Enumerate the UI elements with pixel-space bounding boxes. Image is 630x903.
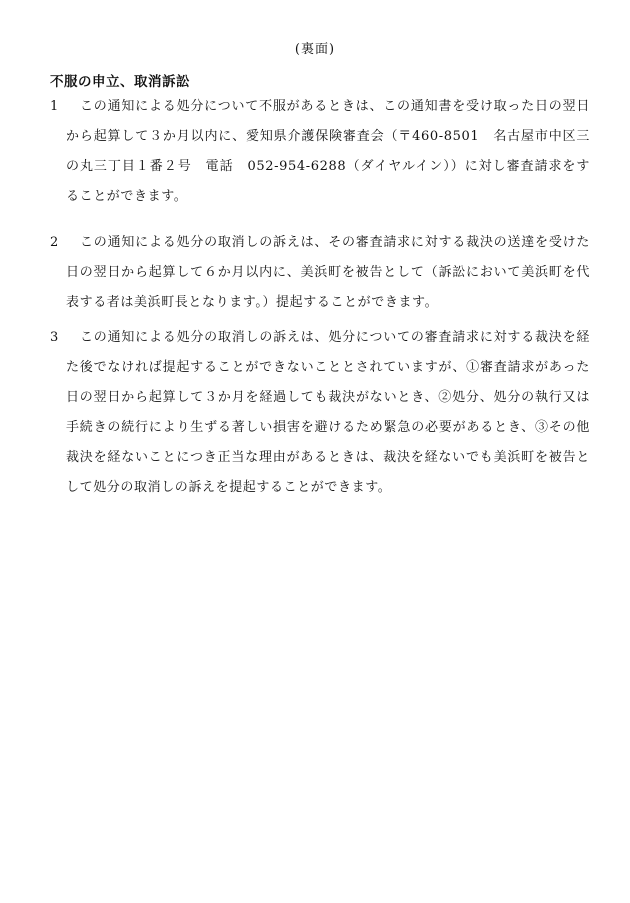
item-text: この通知による処分の取消しの訴えは、処分についての審査請求に対する裁決を経た後でなければ提起することができないこととされていますが、①審査請求があった日の翌日から起算して３か月を経過しても裁決がないとき、②処分、処分の執行又は手続きの続行により生ずる著しい損害を避けるため緊急の必要があるとき、③その他裁決を経ないことにつき正当な理由があるときは、裁決を経ないでも美浜町を被告として処分の取消しの訴えを提起することができます。 — [66, 330, 590, 495]
list-item — [50, 92, 590, 212]
page-header: (裏面) — [294, 42, 336, 57]
section-title: 不服の申立、取消訴訟 — [50, 74, 190, 90]
item-number: 2 — [50, 235, 59, 250]
list-item — [50, 323, 590, 503]
list-item — [50, 228, 590, 318]
item-number: 3 — [50, 330, 59, 345]
item-number: 1 — [50, 99, 59, 114]
item-text: この通知による処分について不服があるときは、この通知書を受け取った日の翌日から起算して３か月以内に、愛知県介護保険審査会（〒460-8501 名古屋市中区三の丸三丁目１番２号 電話 052-954-6288（ダイヤルイン））に対し審査請求をすることができます。 — [66, 99, 590, 204]
item-text: この通知による処分の取消しの訴えは、その審査請求に対する裁決の送達を受けた日の翌日から起算して６か月以内に、美浜町を被告として（訴訟において美浜町を代表する者は美浜町長となります。）提起することができます。 — [66, 235, 590, 310]
